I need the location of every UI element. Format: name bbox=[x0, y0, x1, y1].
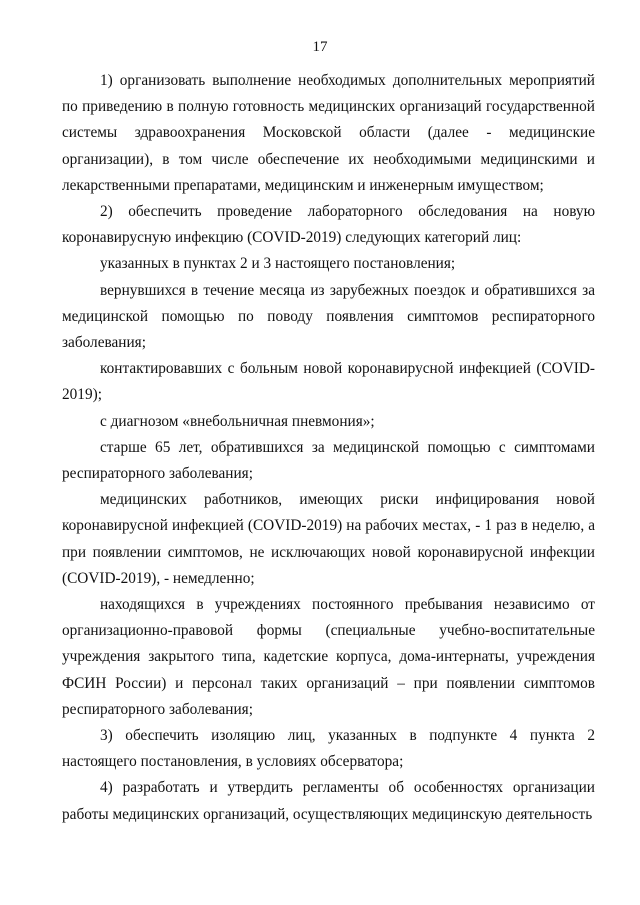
paragraph-item-2-testing: 2) обеспечить проведение лабораторного обследования на новую коронавирусную инфекцию (COVID-2019) следующих категорий лиц: bbox=[62, 203, 595, 247]
page-number: 17 bbox=[312, 39, 328, 55]
paragraph-category-pneumonia: с диагнозом «внебольничная пневмония»; bbox=[100, 412, 375, 430]
paragraph-category-medical-workers: медицинских работников, имеющих риски инфицирования новой коронавирусной инфекцией (COVID-2019) на рабочих местах, - 1 раз в неделю, а при появлении симптомов, не исключающих новой коронавирусной инфекции (COVID-2019), - немедленно; bbox=[62, 491, 595, 587]
document-body bbox=[62, 68, 595, 828]
paragraph-category-points: указанных в пунктах 2 и 3 настоящего постановления; bbox=[100, 255, 456, 273]
paragraph-category-over-65: старше 65 лет, обратившихся за медицинской помощью с симптомами респираторного заболевания; bbox=[62, 438, 595, 483]
paragraph-item-3-isolation: 3) обеспечить изоляцию лиц, указанных в подпункте 4 пункта 2 настоящего постановления, в условиях обсерватора; bbox=[62, 727, 595, 771]
paragraph-category-returned-travelers: вернувшихся в течение месяца из зарубежных поездок и обратившихся за медицинской помощью по поводу появления симптомов респираторного заболевания; bbox=[62, 281, 595, 352]
paragraph-category-contacts: контактировавших с больным новой коронавирусной инфекцией (COVID-2019); bbox=[62, 360, 595, 404]
paragraph-item-1-organize: 1) организовать выполнение необходимых дополнительных мероприятий по приведению в полную готовность медицинских организаций государственной системы здравоохранения Московской области (далее - медицинские организации), в том числе обеспечение их необходимыми медицинскими и лекарственными препаратами, медицинским и инженерным имуществом; bbox=[62, 72, 595, 194]
paragraph-category-permanent-residents: находящихся в учреждениях постоянного пребывания независимо от организационно-правовой формы (специальные учебно-воспитательные учреждения закрытого типа, кадетские корпуса, дома-интернаты, учреждения ФСИН России) и персонал таких организаций – при появлении симптомов респираторного заболевания; bbox=[62, 596, 595, 718]
paragraph-item-4-regulations: 4) разработать и утвердить регламенты об особенностях организации работы медицинских организаций, осуществляющих медицинскую деятельность bbox=[62, 779, 595, 823]
